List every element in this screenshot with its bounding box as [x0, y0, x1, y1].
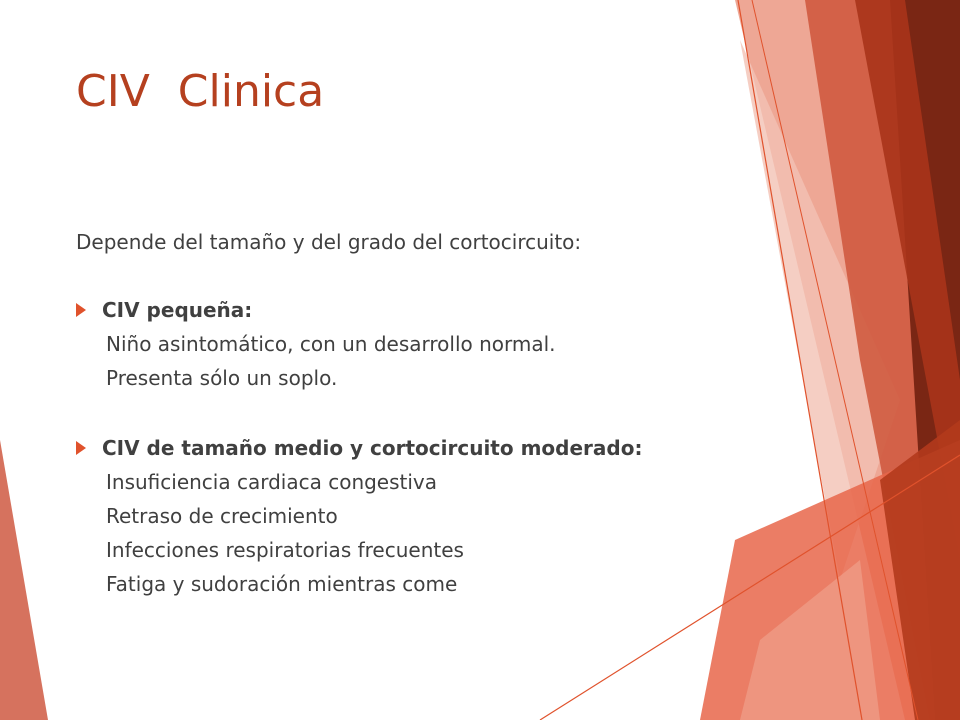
- bullet-heading-text: CIV pequeña:: [102, 298, 253, 322]
- bullet-heading-small-civ: [76, 293, 736, 327]
- list-item: Insuficiencia cardiaca congestiva: [106, 470, 438, 494]
- left-edge-stripe: [0, 440, 48, 720]
- slide-body: [76, 224, 736, 601]
- triangle-right-icon: [76, 303, 86, 317]
- list-item: Niño asintomático, con un desarrollo normal.: [106, 332, 556, 356]
- bullet-heading-medium-civ: [76, 431, 736, 465]
- slide-title: CIV Clinica: [76, 66, 325, 117]
- list-item: Fatiga y sudoración mientras come: [106, 572, 458, 596]
- triangle-right-icon: [76, 441, 86, 455]
- list-item: Presenta sólo un soplo.: [106, 366, 338, 390]
- bullet-heading-text: CIV de tamaño medio y cortocircuito moderado:: [102, 436, 643, 460]
- list-item: Infecciones respiratorias frecuentes: [106, 538, 464, 562]
- intro-text: Depende del tamaño y del grado del cortocircuito:: [76, 230, 582, 254]
- list-item: Retraso de crecimiento: [106, 504, 338, 528]
